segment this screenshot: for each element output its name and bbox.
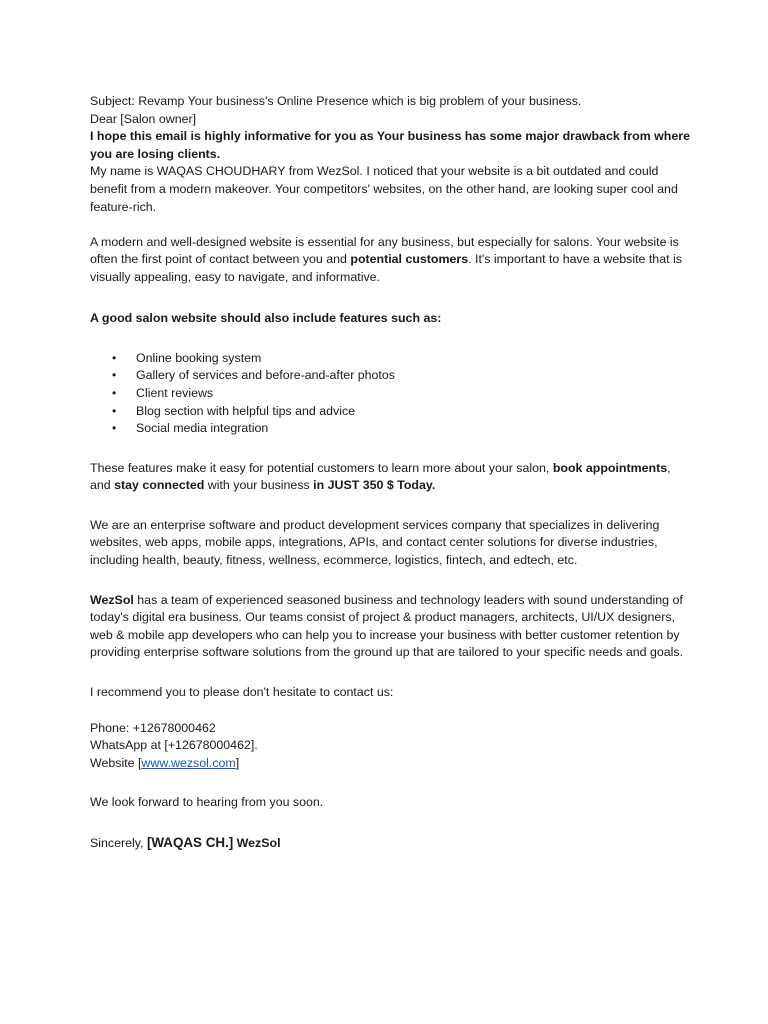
website-suffix: ] (235, 755, 240, 770)
benefit-text-b: book appointments (552, 460, 668, 475)
contact-website (90, 755, 690, 773)
website-importance-paragraph (90, 234, 690, 287)
contact-phone: Phone: +12678000462 (90, 720, 216, 735)
benefit-text-e: with your business (204, 478, 314, 493)
team-paragraph (90, 592, 690, 662)
benefit-text-c: , and (90, 460, 671, 493)
intro-text-b: is a bit outdated and could benefit from a modern makeover (90, 164, 659, 196)
email-subject: Subject: Revamp Your business's Online Presence which is big problem of your business. (90, 94, 582, 108)
list-item: • Online booking system (90, 350, 690, 368)
list-item: • Gallery of services and before-and-after photos (90, 367, 690, 385)
importance-text-a: A modern and well-designed website is essential for any business, but especially for salons. Your website is often the first point of contact between you and (90, 234, 679, 267)
list-item: • Blog section with helpful tips and advice (90, 403, 690, 421)
signature-prefix: Sincerely, (90, 836, 147, 850)
team-text: has a team of experienced seasoned business and technology leaders with sound understanding of today's digital era business. Our teams consist of project & product managers, architects, UI/UX designers, web & mobile app developers who can help you to increase your business with better customer retention by providing enterprise software solutions from the ground up that are tailored to your specific needs and goals. (90, 592, 684, 660)
signature-line (90, 834, 690, 853)
intro-paragraph (90, 163, 690, 216)
company-intro-paragraph: We are an enterprise software and product development services company that specializes in delivering websites, web apps, mobile apps, integrations, APIs, and contact center solutions for diverse industries, including health, beauty, fitness, wellness, ecommerce, logistics, fintech, and edtech, etc. (90, 517, 660, 568)
list-item: • Social media integration (90, 420, 690, 438)
team-company-name: WezSol (90, 592, 134, 607)
benefit-text-d: stay connected (114, 478, 205, 493)
website-prefix: Website [ (90, 755, 142, 770)
signature-company: WezSol (233, 836, 281, 850)
email-body (90, 93, 690, 853)
website-link[interactable]: www.wezsol.com (141, 755, 236, 770)
features-list (90, 350, 690, 438)
closing-text: We look forward to hearing from you soon. (90, 795, 324, 810)
list-item: • Client reviews (90, 385, 690, 403)
intro-text-c: . Your competitors' websites, on the other hand, are looking super cool and feature-rich. (90, 181, 678, 214)
importance-text-c: . It's important to have a website that is visually appealing, easy to navigate, and informative. (90, 252, 682, 284)
benefit-text-f: in JUST 350 $ Today. (313, 478, 436, 493)
intro-bold-text: I hope this email is highly informative for you as Your business has some major drawback from where you are losing clients. (90, 129, 690, 161)
importance-text-b: potential customers (350, 252, 469, 267)
benefit-text-a: These features make it easy for potential customers to learn more about your salon, (90, 460, 553, 475)
features-benefit-paragraph (90, 460, 690, 495)
email-greeting: Dear [Salon owner] (90, 111, 197, 126)
signature-name: [WAQAS CH.] (146, 835, 234, 850)
contact-whatsapp: WhatsApp at [+12678000462]. (90, 738, 258, 753)
recommend-text: I recommend you to please don't hesitate to contact us: (90, 685, 394, 700)
features-heading: A good salon website should also include features such as: (90, 311, 442, 326)
intro-text-a: My name is WAQAS CHOUDHARY from WezSol. I noticed that your website (90, 164, 514, 179)
